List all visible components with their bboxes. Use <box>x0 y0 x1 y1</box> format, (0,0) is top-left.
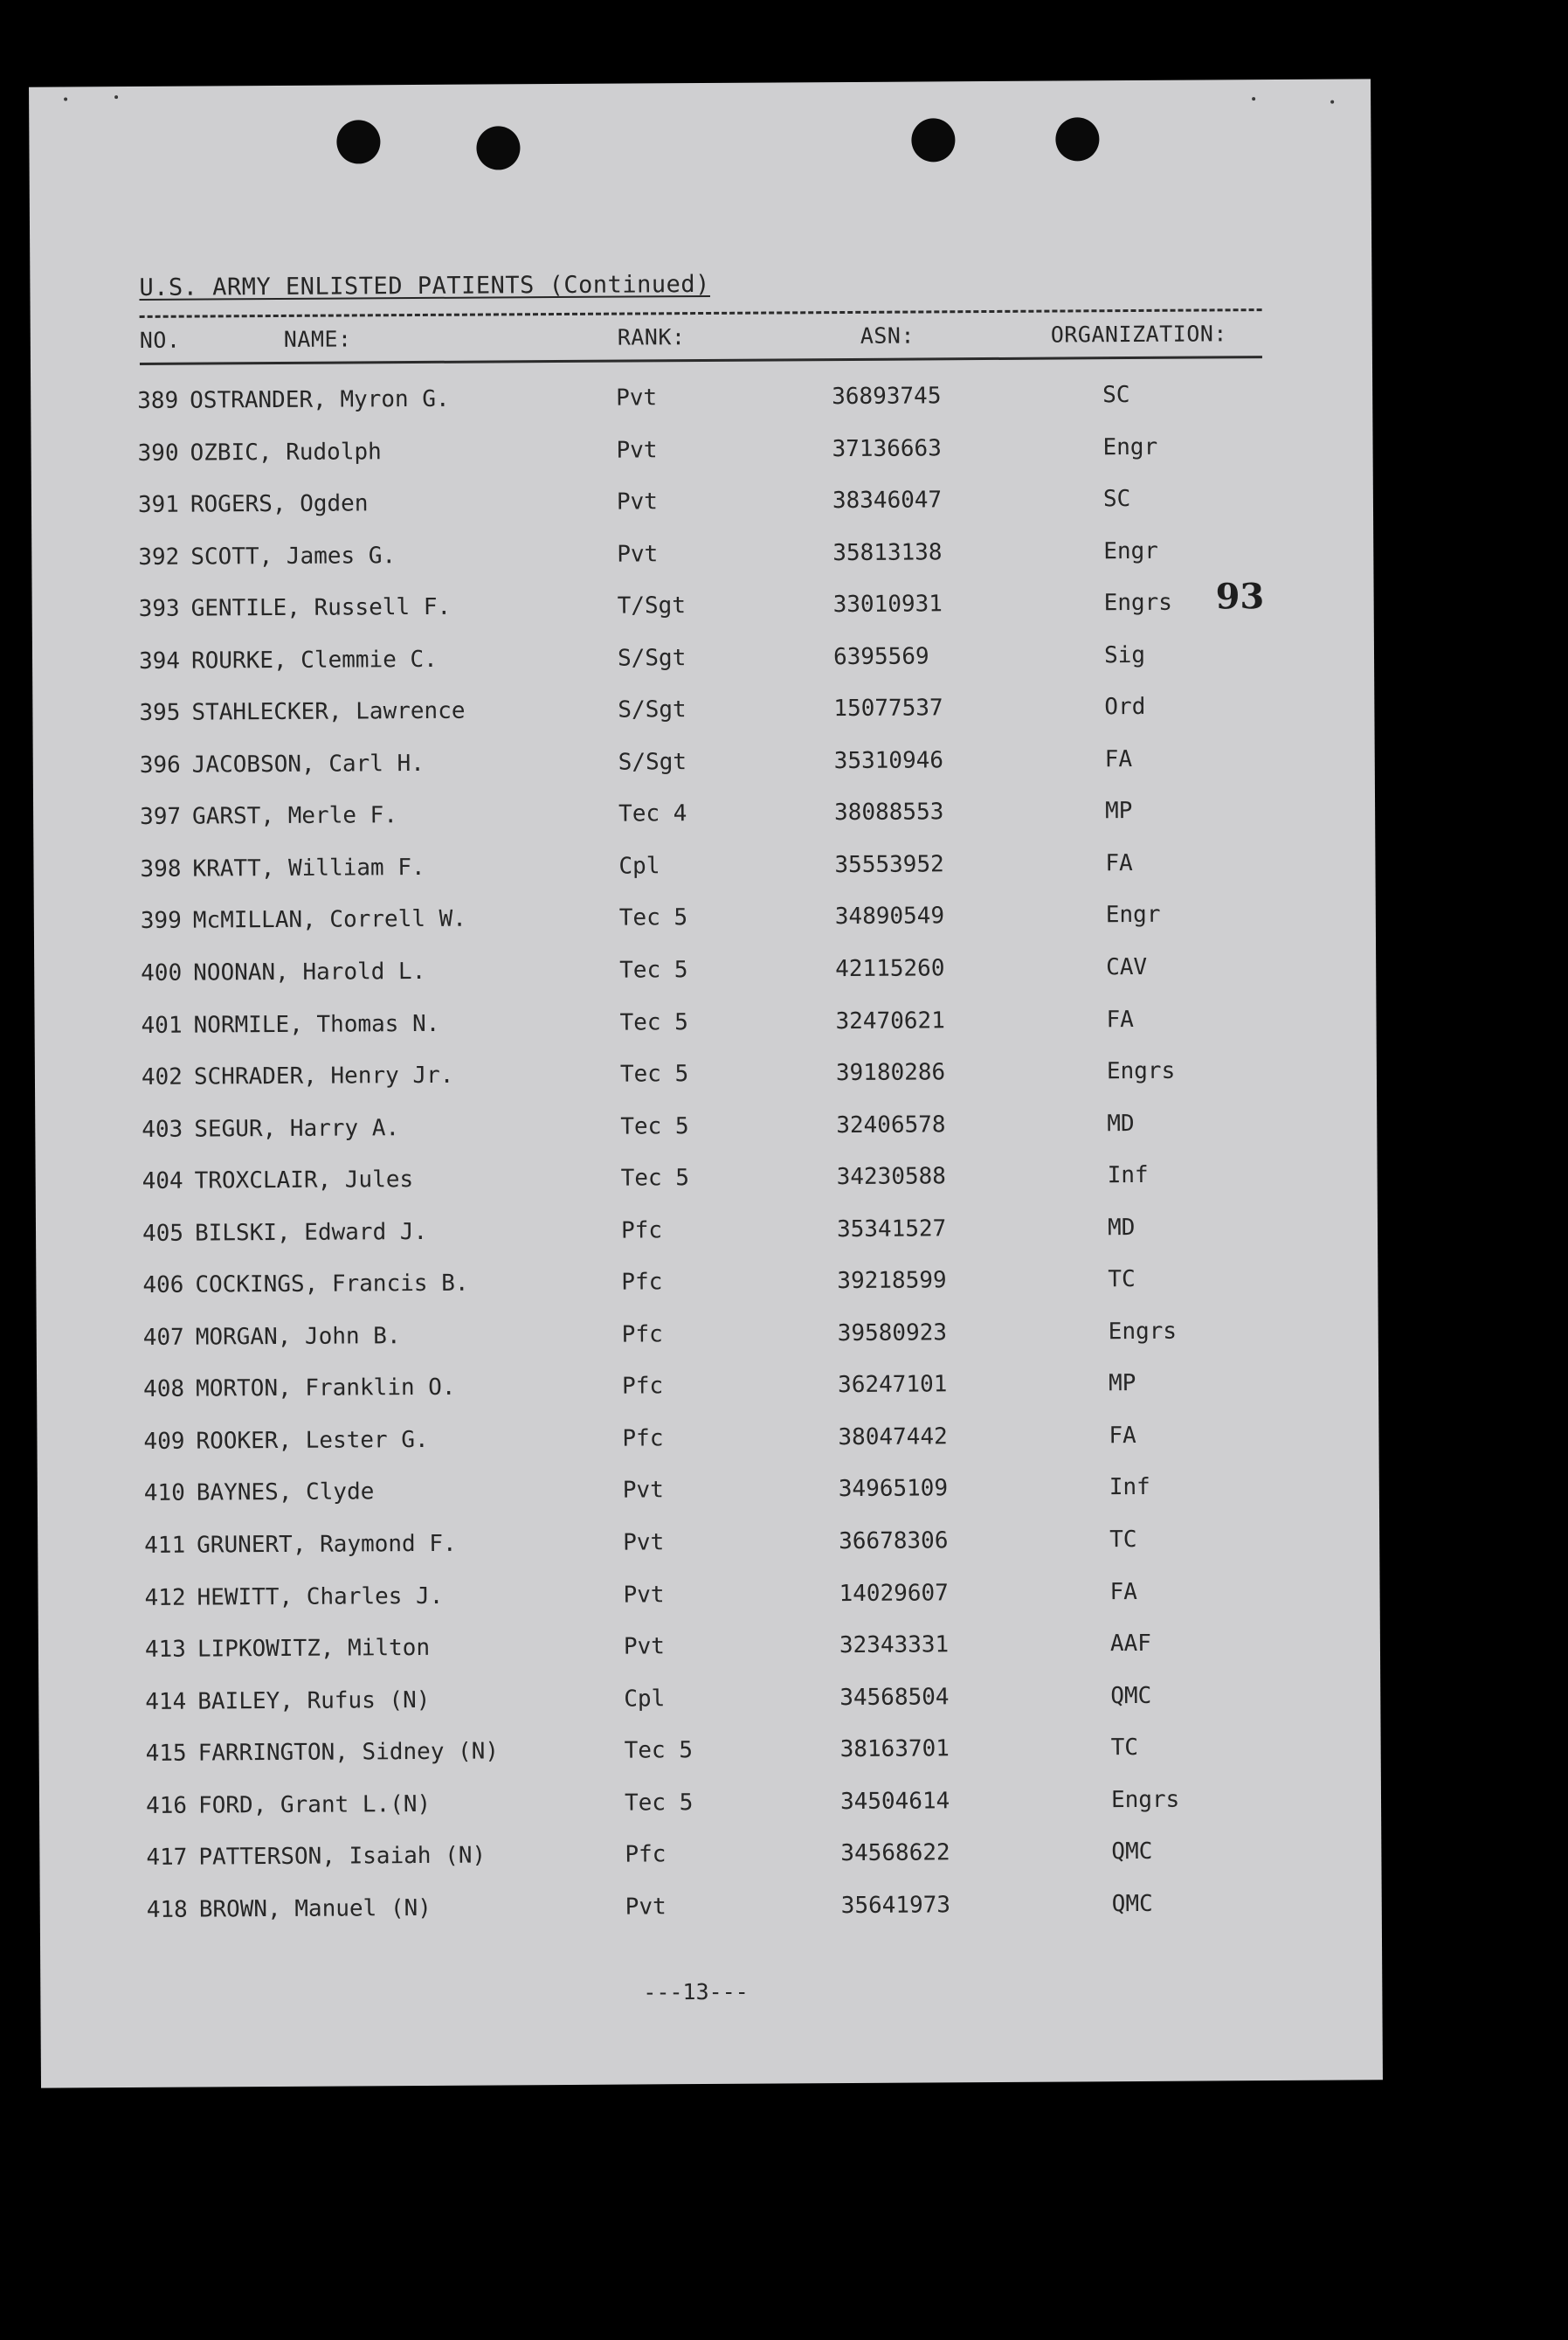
patient-rank: Pvt <box>623 1529 665 1556</box>
paper-speck <box>1330 100 1334 104</box>
patient-asn: 34504614 <box>839 1788 950 1815</box>
patient-organization: MP <box>1105 798 1133 825</box>
table-row <box>33 797 1375 857</box>
patient-name: McMILLAN, Correll W. <box>192 906 467 935</box>
table-row <box>39 1785 1381 1845</box>
row-number: 410 <box>143 1480 185 1507</box>
row-number: 403 <box>142 1116 183 1143</box>
patient-rank: Pvt <box>625 1893 667 1921</box>
patient-asn: 35641973 <box>840 1892 951 1919</box>
row-number: 414 <box>145 1688 187 1715</box>
patient-asn: 39218599 <box>837 1267 947 1295</box>
patient-rank: Pvt <box>617 540 659 568</box>
table-row <box>38 1681 1380 1741</box>
row-number: 396 <box>139 751 181 779</box>
patient-rank: Tec 5 <box>619 1008 688 1036</box>
patient-rank: Tec 5 <box>620 1112 689 1140</box>
patient-name: FORD, Grant L.(N) <box>197 1790 432 1819</box>
page-number: ---13--- <box>643 1978 749 2005</box>
column-header-no: NO. <box>139 327 181 353</box>
patient-organization: QMC <box>1110 1682 1152 1709</box>
patient-organization: SC <box>1102 486 1131 513</box>
patient-name: ROGERS, Ogden <box>190 490 369 518</box>
patient-name: LIPKOWITZ, Milton <box>197 1635 431 1663</box>
table-row <box>33 744 1375 805</box>
header-solid-rule <box>140 356 1262 365</box>
patient-table <box>31 380 1382 1949</box>
patient-name: JACOBSON, Carl H. <box>191 750 425 779</box>
table-row <box>33 848 1375 909</box>
patient-name: SCHRADER, Henry Jr. <box>193 1062 454 1090</box>
row-number: 401 <box>141 1012 183 1039</box>
table-row <box>34 952 1376 1013</box>
patient-rank: Tec 5 <box>619 1061 689 1088</box>
patient-asn: 36893745 <box>832 383 942 411</box>
patient-asn: 32406578 <box>836 1111 946 1139</box>
table-row <box>36 1213 1378 1273</box>
table-row <box>38 1525 1379 1585</box>
patient-rank: Tec 5 <box>618 904 688 932</box>
patient-organization: FA <box>1104 745 1133 773</box>
patient-organization: Sig <box>1103 641 1146 668</box>
table-row <box>38 1629 1380 1689</box>
table-row <box>34 1005 1376 1065</box>
patient-asn: 14029607 <box>839 1579 949 1607</box>
patient-name: ROOKER, Lester G. <box>196 1426 429 1455</box>
row-number: 418 <box>146 1896 188 1923</box>
patient-name: SCOTT, James G. <box>190 542 397 571</box>
patient-organization: Engrs <box>1110 1786 1180 1813</box>
table-row <box>35 1109 1377 1169</box>
patient-asn: 38047442 <box>838 1423 948 1451</box>
patient-organization: Engr <box>1105 902 1161 929</box>
patient-organization: MD <box>1107 1214 1136 1241</box>
row-number: 390 <box>137 440 179 467</box>
patient-rank: Pfc <box>621 1321 663 1348</box>
row-number: 400 <box>141 959 183 987</box>
margin-handwritten-number: 93 <box>1215 576 1265 618</box>
patient-rank: S/Sgt <box>617 644 687 672</box>
patient-name: HEWITT, Charles J. <box>197 1582 444 1611</box>
row-number: 398 <box>140 855 182 883</box>
patient-name: MORTON, Franklin O. <box>196 1374 456 1402</box>
patient-organization: QMC <box>1111 1838 1153 1866</box>
patient-rank: Pvt <box>623 1633 665 1660</box>
row-number: 394 <box>138 647 181 675</box>
column-header-name: NAME: <box>283 326 352 352</box>
patient-name: GENTILE, Russell F. <box>190 593 452 622</box>
patient-organization: SC <box>1102 382 1130 409</box>
punch-hole <box>336 120 380 163</box>
patient-asn: 38088553 <box>834 799 944 827</box>
patient-organization: TC <box>1110 1734 1139 1762</box>
patient-name: BAYNES, Clyde <box>196 1478 375 1507</box>
patient-rank: Pvt <box>622 1477 664 1505</box>
punch-hole <box>476 126 520 170</box>
patient-asn: 38163701 <box>839 1735 950 1763</box>
patient-name: OSTRANDER, Myron G. <box>190 385 450 414</box>
patient-name: NORMILE, Thomas N. <box>193 1010 440 1039</box>
patient-asn: 34965109 <box>838 1475 949 1503</box>
table-row <box>37 1317 1378 1377</box>
patient-asn: 34890549 <box>834 903 945 931</box>
row-number: 405 <box>142 1220 184 1247</box>
patient-name: GARST, Merle F. <box>192 802 398 830</box>
row-number: 393 <box>138 595 180 623</box>
patient-rank: T/Sgt <box>617 592 687 620</box>
table-row <box>31 433 1372 493</box>
patient-name: STAHLECKER, Lawrence <box>191 697 466 726</box>
patient-name: BAILEY, Rufus (N) <box>197 1686 431 1715</box>
paper-speck <box>114 95 118 99</box>
patient-asn: 36247101 <box>838 1371 948 1399</box>
table-row <box>37 1421 1378 1481</box>
patient-organization: Inf <box>1109 1474 1150 1501</box>
patient-asn: 42115260 <box>835 955 945 983</box>
patient-name: ROURKE, Clemmie C. <box>190 646 438 675</box>
column-header-organization: ORGANIZATION: <box>1050 321 1228 348</box>
patient-asn: 35813138 <box>832 538 943 566</box>
row-number: 395 <box>139 699 181 727</box>
patient-asn: 32470621 <box>835 1007 945 1035</box>
patient-name: TROXCLAIR, Jules <box>194 1167 414 1194</box>
patient-rank: Tec 5 <box>620 1165 690 1192</box>
paper-speck <box>1252 97 1255 100</box>
header-dashed-rule <box>140 308 1262 318</box>
patient-rank: Pfc <box>620 1217 663 1244</box>
patient-organization: Engr <box>1103 537 1159 564</box>
row-number: 416 <box>145 1792 188 1819</box>
patient-asn: 15077537 <box>833 695 943 723</box>
row-number: 409 <box>143 1428 185 1455</box>
patient-asn: 39180286 <box>835 1059 946 1087</box>
patient-rank: S/Sgt <box>618 748 687 776</box>
row-number: 399 <box>140 908 182 935</box>
table-row <box>36 1265 1378 1326</box>
document-title: U.S. ARMY ENLISTED PATIENTS (Continued) <box>139 270 710 301</box>
patient-name: OZBIC, Rudolph <box>190 438 382 467</box>
patient-rank: Pfc <box>621 1269 663 1296</box>
patient-organization: FA <box>1109 1422 1136 1450</box>
row-number: 407 <box>142 1324 184 1351</box>
patient-rank: Pvt <box>623 1581 665 1609</box>
patient-organization: Inf <box>1107 1162 1149 1189</box>
patient-rank: S/Sgt <box>618 696 687 723</box>
row-number: 413 <box>144 1636 187 1664</box>
patient-name: KRATT, William F. <box>192 854 425 883</box>
table-row <box>32 589 1374 649</box>
table-row <box>39 1838 1381 1898</box>
patient-asn: 36678306 <box>839 1527 949 1555</box>
row-number: 408 <box>143 1376 185 1403</box>
patient-asn: 34568504 <box>839 1683 950 1711</box>
row-number: 415 <box>145 1740 187 1768</box>
patient-asn: 35341527 <box>836 1215 947 1243</box>
column-header-asn: ASN: <box>860 322 915 349</box>
table-row <box>31 380 1372 440</box>
patient-organization: TC <box>1109 1527 1137 1554</box>
patient-name: GRUNERT, Raymond F. <box>197 1530 457 1559</box>
patient-rank: Cpl <box>624 1685 666 1713</box>
patient-asn: 32343331 <box>839 1631 950 1659</box>
table-row <box>39 1734 1381 1794</box>
row-number: 397 <box>140 804 182 831</box>
patient-rank: Cpl <box>618 853 660 880</box>
row-number: 412 <box>144 1584 186 1611</box>
patient-organization: CAV <box>1106 953 1148 981</box>
patient-organization: MD <box>1107 1110 1135 1137</box>
patient-asn: 39580923 <box>837 1319 948 1347</box>
table-row <box>32 640 1374 701</box>
table-row <box>31 537 1373 597</box>
row-number: 391 <box>137 491 180 519</box>
patient-asn: 34568622 <box>840 1839 950 1867</box>
patient-name: COCKINGS, Francis B. <box>195 1270 469 1298</box>
row-number: 417 <box>146 1844 188 1872</box>
patient-name: NOONAN, Harold L. <box>193 958 426 987</box>
patient-rank: Pvt <box>616 436 658 464</box>
patient-organization: QMC <box>1111 1890 1153 1918</box>
patient-organization: Ord <box>1104 694 1146 721</box>
table-row <box>34 901 1376 961</box>
patient-asn: 35553952 <box>834 851 944 879</box>
patient-organization: Engrs <box>1106 1057 1176 1085</box>
patient-name: FARRINGTON, Sidney (N) <box>197 1738 500 1767</box>
patient-name: MORGAN, John B. <box>195 1322 401 1351</box>
table-row <box>40 1889 1382 1949</box>
punch-hole <box>1055 117 1099 161</box>
row-number: 406 <box>142 1271 184 1299</box>
patient-organization: MP <box>1109 1370 1136 1397</box>
patient-organization: TC <box>1108 1266 1136 1293</box>
patient-organization: FA <box>1109 1578 1137 1605</box>
patient-rank: Tec 5 <box>619 957 688 984</box>
table-row <box>32 693 1374 753</box>
patient-asn: 38346047 <box>832 487 943 515</box>
patient-asn: 33010931 <box>832 591 943 619</box>
patient-asn: 34230588 <box>836 1163 946 1191</box>
table-row <box>38 1473 1379 1533</box>
row-number: 404 <box>142 1167 183 1195</box>
patient-rank: Pfc <box>622 1373 664 1400</box>
row-number: 392 <box>138 543 180 571</box>
patient-organization: FA <box>1105 849 1133 877</box>
row-number: 389 <box>137 387 179 414</box>
table-row <box>37 1369 1378 1430</box>
patient-organization: Engrs <box>1108 1318 1178 1346</box>
patient-asn: 35310946 <box>833 747 944 774</box>
patient-rank: Tec 5 <box>624 1737 694 1764</box>
patient-asn: 6395569 <box>832 643 929 670</box>
patient-rank: Pfc <box>625 1841 667 1868</box>
patient-rank: Pfc <box>622 1425 664 1452</box>
patient-organization: AAF <box>1109 1630 1151 1658</box>
patient-name: BILSKI, Edward J. <box>194 1218 428 1247</box>
paper-speck <box>64 97 67 100</box>
patient-name: PATTERSON, Isaiah (N) <box>198 1842 487 1871</box>
document-page <box>29 79 1383 2087</box>
patient-rank: Pvt <box>616 488 658 516</box>
patient-rank: Tec 4 <box>618 800 687 827</box>
patient-name: BROWN, Manuel (N) <box>198 1894 432 1923</box>
patient-asn: 37136663 <box>832 434 942 462</box>
table-row <box>38 1577 1379 1637</box>
table-row <box>36 1161 1378 1222</box>
table-row <box>35 1056 1377 1117</box>
row-number: 402 <box>141 1063 183 1091</box>
patient-organization: Engrs <box>1103 589 1173 617</box>
column-header-rank: RANK: <box>617 324 686 350</box>
row-number: 411 <box>144 1532 186 1559</box>
patient-name: SEGUR, Harry A. <box>194 1114 400 1143</box>
punch-hole <box>911 118 955 162</box>
patient-rank: Tec 5 <box>624 1789 694 1817</box>
patient-organization: Engr <box>1102 433 1158 460</box>
patient-rank: Pvt <box>616 384 658 412</box>
table-row <box>31 484 1373 544</box>
patient-organization: FA <box>1106 1006 1134 1033</box>
